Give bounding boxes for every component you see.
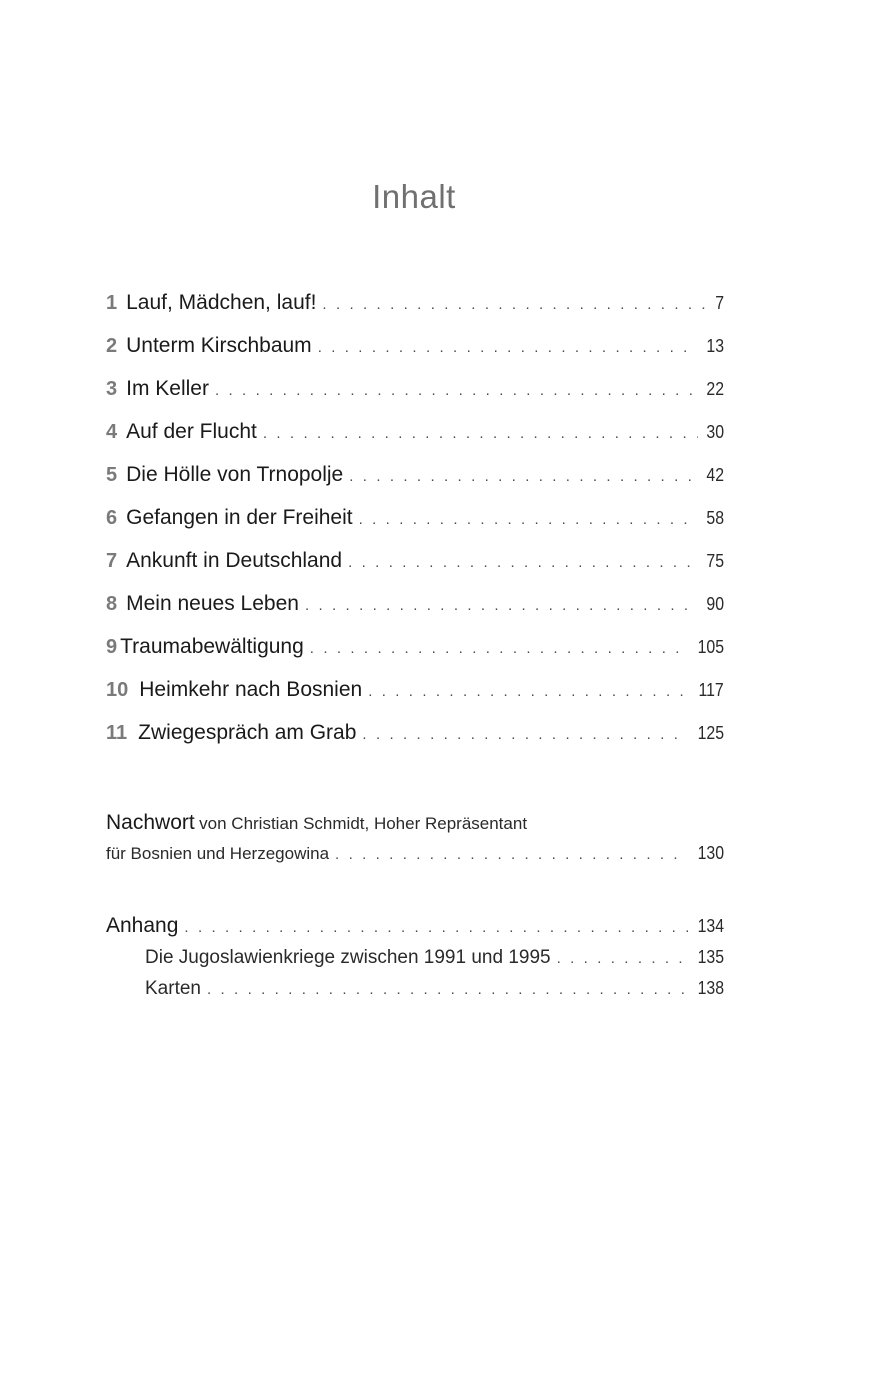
toc-entry[interactable] (106, 589, 724, 619)
toc-entry[interactable] (106, 288, 724, 318)
page-number: 75 (706, 551, 724, 571)
page-number: 42 (706, 465, 724, 485)
nachwort-entry-line2[interactable] (106, 838, 724, 868)
dot-leader (359, 505, 698, 535)
page-number: 22 (706, 379, 724, 399)
toc-entry[interactable] (106, 632, 724, 662)
anhang-subentry-title: Karten (145, 978, 201, 999)
dot-leader (207, 975, 688, 1005)
page-title: Inhalt (372, 178, 456, 215)
chapter-number: 6 (106, 507, 118, 529)
dot-leader (318, 333, 698, 363)
page-number: 117 (698, 680, 724, 700)
chapter-number: 4 (106, 421, 118, 443)
chapter-number: 11 (106, 722, 128, 744)
dot-leader (335, 840, 688, 870)
dot-leader (557, 944, 688, 974)
chapter-number: 2 (106, 335, 118, 357)
chapter-title: Auf der Flucht (126, 420, 257, 443)
page-number: 135 (697, 947, 724, 967)
dot-leader (348, 548, 698, 578)
chapter-number: 1 (106, 292, 118, 314)
page-number: 105 (697, 637, 724, 657)
anhang-entry[interactable] (106, 911, 724, 941)
dot-leader (184, 913, 688, 943)
chapter-title: Die Hölle von Trnopolje (126, 463, 344, 486)
dot-leader (305, 591, 698, 621)
chapter-title: Gefangen in der Freiheit (126, 506, 353, 529)
chapter-title: Unterm Kirschbaum (126, 334, 312, 357)
dot-leader (349, 462, 698, 492)
nachwort-entry[interactable] (106, 808, 527, 838)
page-number: 30 (706, 422, 724, 442)
toc-entry[interactable] (106, 374, 724, 404)
page-number: 130 (697, 843, 724, 863)
toc-entry[interactable] (106, 675, 724, 705)
chapter-title: Zwiegespräch am Grab (138, 721, 357, 744)
toc-entry[interactable] (106, 460, 724, 490)
chapter-number: 9 (106, 636, 118, 658)
chapter-title: Lauf, Mädchen, lauf! (126, 291, 317, 314)
page-number: 13 (706, 336, 724, 356)
toc-entry[interactable] (106, 503, 724, 533)
dot-leader (322, 290, 708, 320)
page-number: 138 (697, 978, 724, 998)
page-number: 134 (697, 916, 724, 936)
toc-entry[interactable] (106, 718, 724, 748)
chapter-title: Mein neues Leben (126, 592, 299, 615)
nachwort-subtitle: von Christian Schmidt, Hoher Repräsentant (199, 814, 528, 833)
dot-leader (215, 376, 698, 406)
dot-leader (368, 677, 689, 707)
anhang-subentry-title: Die Jugoslawienkriege zwischen 1991 und 1995 (145, 947, 551, 968)
dot-leader (310, 634, 688, 664)
page-number: 125 (697, 723, 724, 743)
page-number: 90 (706, 594, 724, 614)
toc-entry[interactable] (106, 417, 724, 447)
chapter-title: Ankunft in Deutschland (126, 549, 343, 572)
anhang-subentry[interactable] (145, 942, 724, 972)
chapter-number: 8 (106, 593, 118, 615)
anhang-subentry[interactable] (145, 973, 724, 1003)
chapter-title: Im Keller (126, 377, 209, 400)
dot-leader (263, 419, 698, 449)
chapter-title: Heimkehr nach Bosnien (139, 678, 363, 701)
page-number: 58 (706, 508, 724, 528)
toc-entry[interactable] (106, 546, 724, 576)
toc-entry[interactable] (106, 331, 724, 361)
dot-leader (362, 720, 688, 750)
chapter-title: Traumabewältigung (120, 635, 304, 658)
nachwort-subtitle-continued: für Bosnien und Herzegowina (106, 844, 330, 863)
nachwort-heading: Nachwort (106, 811, 195, 834)
chapter-number: 10 (106, 679, 129, 701)
chapter-number: 7 (106, 550, 118, 572)
chapter-number: 5 (106, 464, 118, 486)
chapter-number: 3 (106, 378, 118, 400)
anhang-heading: Anhang (106, 914, 179, 937)
page-number: 7 (715, 293, 724, 313)
